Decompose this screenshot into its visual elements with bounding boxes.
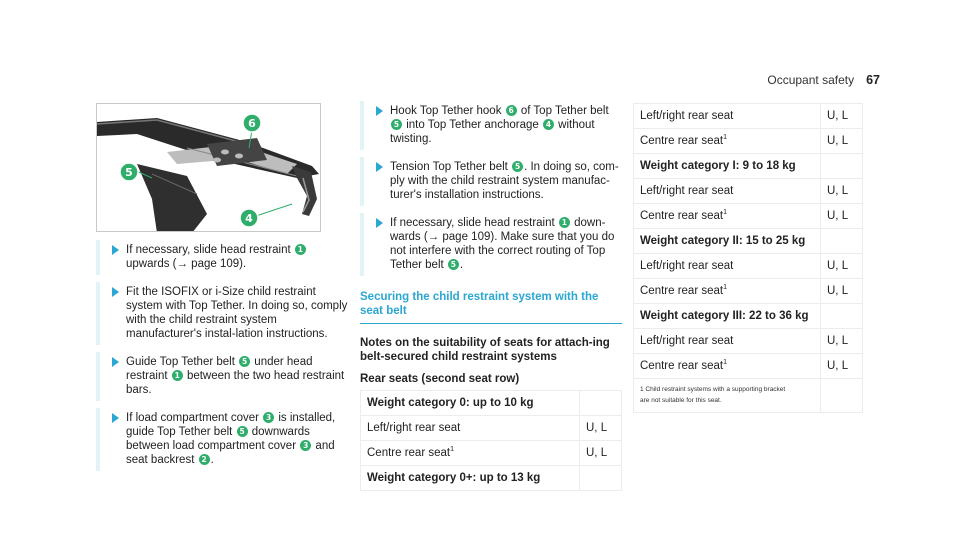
section-title: Occupant safety — [767, 73, 855, 87]
table-row — [634, 254, 863, 279]
headrest-drawing — [97, 104, 321, 232]
table-cell-label: Centre rear seat$^1$ — [634, 354, 821, 379]
table-cell-value — [580, 391, 622, 416]
callout-badge: 5 — [512, 161, 523, 172]
callout-badge: 5 — [448, 259, 459, 270]
table-row — [361, 416, 622, 441]
footnote-empty-cell — [821, 379, 863, 413]
callout-badge: 4 — [543, 119, 554, 130]
table-row — [634, 204, 863, 229]
step: Tension Top Tether belt 5 . In doing so, com-ply with the child restraint system manufac-turer's installation instructions. — [360, 157, 622, 206]
page-header — [767, 73, 880, 87]
table-cell-value — [821, 154, 863, 179]
step-arrow-icon — [376, 162, 383, 172]
footnote-line-1: 1 Child restraint systems with a supporting bracket — [640, 386, 786, 393]
table-row — [634, 104, 863, 129]
section-heading: Securing the child restraint system with the seat belt — [360, 290, 622, 324]
table-cell-label: Left/right rear seat — [361, 416, 580, 441]
table-cell-label: Weight category 0+: up to 13 kg — [361, 466, 580, 491]
footnote-marker: 1 — [723, 209, 728, 216]
callout-badge: 5 — [239, 356, 250, 367]
step-arrow-icon — [376, 218, 383, 228]
step: Hook Top Tether hook 6 of Top Tether belt 5 into Top Tether anchorage 4 without twisting. — [360, 101, 622, 150]
table-cell-label: Weight category III: 22 to 36 kg — [634, 304, 821, 329]
step-arrow-icon — [376, 106, 383, 116]
table-row — [361, 391, 622, 416]
footnote-marker: 1 — [723, 284, 728, 291]
page-number: 67 — [866, 73, 880, 87]
step: If necessary, slide head restraint 1 down-wards (→ page 109). Make sure that you do not interfere with the correct routing of Top Tether belt 5 . — [360, 213, 622, 276]
footnote-marker: 1 — [723, 359, 728, 366]
instructions-column-2 — [360, 101, 622, 491]
table-cell-value: U, L — [821, 279, 863, 304]
svg-text:5: 5 — [125, 166, 133, 179]
step-arrow-icon — [112, 287, 119, 297]
step-arrow-icon — [112, 357, 119, 367]
table-row — [634, 279, 863, 304]
table-row — [634, 304, 863, 329]
table-cell-label: Left/right rear seat — [634, 254, 821, 279]
figure-callout-5 — [120, 163, 138, 181]
step-arrow-icon — [112, 413, 119, 423]
table-cell-value: U, L — [821, 254, 863, 279]
callout-badge: 5 — [237, 426, 248, 437]
suitability-table-part-2 — [633, 103, 863, 413]
table-row — [634, 354, 863, 379]
callout-badge: 1 — [172, 370, 183, 381]
rear-seats-heading: Rear seats (second seat row) — [360, 373, 520, 385]
callout-badge: 5 — [391, 119, 402, 130]
table-cell-value: U, L — [821, 329, 863, 354]
footnote-line-2: are not suitable for this seat. — [640, 397, 722, 404]
table-cell-value — [580, 466, 622, 491]
instructions-column-1 — [96, 240, 352, 478]
footnote-marker: 1 — [723, 134, 728, 141]
table-cell-label: Centre rear seat$^1$ — [634, 129, 821, 154]
table-cell-label: Centre rear seat$^1$ — [634, 204, 821, 229]
table-row — [361, 441, 622, 466]
table-row — [634, 154, 863, 179]
table-cell-value: U, L — [580, 441, 622, 466]
suitability-table-column-3 — [633, 103, 863, 413]
step: Guide Top Tether belt 5 under head restraint 1 between the two head restraint bars. — [96, 352, 352, 401]
table-cell-label: Left/right rear seat — [634, 329, 821, 354]
footnote-row — [634, 379, 863, 413]
figure-callout-6 — [243, 114, 261, 132]
step: If load compartment cover 3 is installed, guide Top Tether belt 5 downwards between load compartment cover 3 and seat backrest 2 . — [96, 408, 352, 471]
table-cell-label: Centre rear seat$^1$ — [634, 279, 821, 304]
svg-text:4: 4 — [245, 212, 253, 225]
table-cell-label: Weight category I: 9 to 18 kg — [634, 154, 821, 179]
notes-heading: Notes on the suitability of seats for attach-ing belt-secured child restraint systems — [360, 337, 610, 363]
footnote-marker: 1 — [450, 446, 455, 453]
callout-badge: 3 — [300, 440, 311, 451]
table-cell-value — [821, 229, 863, 254]
callout-badge: 1 — [559, 217, 570, 228]
table-row — [634, 229, 863, 254]
figure-callout-4 — [240, 209, 258, 227]
step-arrow-icon — [112, 245, 119, 255]
table-cell-value: U, L — [580, 416, 622, 441]
footnote-cell — [634, 379, 821, 413]
callout-badge: 2 — [199, 454, 210, 465]
table-cell-value — [821, 304, 863, 329]
table-cell-label: Weight category 0: up to 10 kg — [361, 391, 580, 416]
table-row — [634, 329, 863, 354]
table-row — [361, 466, 622, 491]
callout-badge: 6 — [506, 105, 517, 116]
svg-text:6: 6 — [248, 117, 256, 130]
suitability-table-part-1 — [360, 390, 622, 491]
table-cell-label: Centre rear seat$^1$ — [361, 441, 580, 466]
table-cell-value: U, L — [821, 204, 863, 229]
table-row — [634, 129, 863, 154]
table-cell-value: U, L — [821, 129, 863, 154]
top-tether-illustration — [96, 103, 321, 232]
table-cell-value: U, L — [821, 179, 863, 204]
table-cell-value: U, L — [821, 104, 863, 129]
table-cell-value: U, L — [821, 354, 863, 379]
table-row — [634, 179, 863, 204]
table-cell-label: Left/right rear seat — [634, 104, 821, 129]
table-cell-label: Weight category II: 15 to 25 kg — [634, 229, 821, 254]
callout-badge: 3 — [263, 412, 274, 423]
step: If necessary, slide head restraint 1 upwards (→ page 109). — [96, 240, 352, 275]
callout-badge: 1 — [295, 244, 306, 255]
step: Fit the ISOFIX or i-Size child restraint system with Top Tether. In doing so, comply with the child restraint system manufacturer's instal-lation instructions. — [96, 282, 352, 345]
table-cell-label: Left/right rear seat — [634, 179, 821, 204]
